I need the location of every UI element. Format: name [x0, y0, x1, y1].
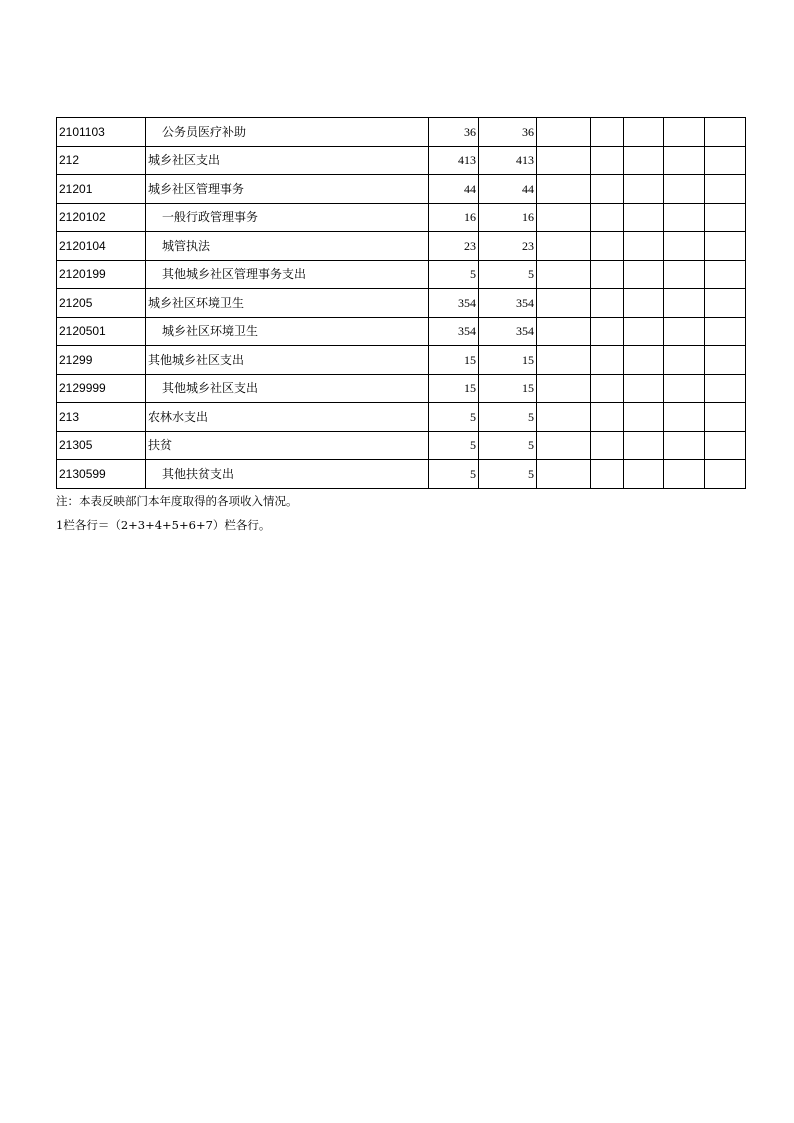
total-cell: 354 — [429, 289, 479, 318]
column-7-cell — [705, 374, 746, 403]
note-line-1: 注：本表反映部门本年度取得的各项收入情况。 — [56, 494, 298, 508]
column-3-cell — [537, 289, 591, 318]
column-7-cell — [705, 232, 746, 261]
column-6-cell — [664, 374, 705, 403]
total-cell: 5 — [429, 260, 479, 289]
column-2-cell: 23 — [479, 232, 537, 261]
budget-table — [56, 117, 746, 489]
total-cell: 36 — [429, 118, 479, 147]
column-5-cell — [624, 317, 664, 346]
table-row — [57, 317, 746, 346]
column-3-cell — [537, 118, 591, 147]
column-7-cell — [705, 289, 746, 318]
subject-code-cell: 2120104 — [57, 232, 146, 261]
table-row — [57, 346, 746, 375]
table-row — [57, 431, 746, 460]
subject-code-cell: 21299 — [57, 346, 146, 375]
column-4-cell — [591, 289, 624, 318]
total-cell: 5 — [429, 403, 479, 432]
subject-code-cell: 2129999 — [57, 374, 146, 403]
column-6-cell — [664, 175, 705, 204]
table-row — [57, 203, 746, 232]
column-5-cell — [624, 431, 664, 460]
column-2-cell: 5 — [479, 260, 537, 289]
column-4-cell — [591, 346, 624, 375]
column-2-cell: 5 — [479, 460, 537, 489]
subject-name-cell: 其他扶贫支出 — [146, 460, 429, 489]
subject-name-cell: 城乡社区管理事务 — [146, 175, 429, 204]
subject-name-cell: 农林水支出 — [146, 403, 429, 432]
table-row — [57, 289, 746, 318]
column-6-cell — [664, 346, 705, 375]
total-cell: 44 — [429, 175, 479, 204]
column-3-cell — [537, 403, 591, 432]
column-2-cell: 36 — [479, 118, 537, 147]
column-5-cell — [624, 346, 664, 375]
subject-name-cell: 扶贫 — [146, 431, 429, 460]
total-cell: 16 — [429, 203, 479, 232]
column-3-cell — [537, 232, 591, 261]
table-row — [57, 260, 746, 289]
table-row — [57, 374, 746, 403]
total-cell: 413 — [429, 146, 479, 175]
subject-name-cell: 一般行政管理事务 — [146, 203, 429, 232]
column-5-cell — [624, 289, 664, 318]
total-cell: 15 — [429, 346, 479, 375]
column-7-cell — [705, 118, 746, 147]
table-row — [57, 232, 746, 261]
subject-code-cell: 2101103 — [57, 118, 146, 147]
column-4-cell — [591, 118, 624, 147]
column-3-cell — [537, 431, 591, 460]
column-5-cell — [624, 403, 664, 432]
column-3-cell — [537, 260, 591, 289]
column-7-cell — [705, 460, 746, 489]
column-5-cell — [624, 203, 664, 232]
total-cell: 5 — [429, 460, 479, 489]
table-body — [57, 118, 746, 489]
column-2-cell: 44 — [479, 175, 537, 204]
column-7-cell — [705, 431, 746, 460]
subject-name-cell: 城乡社区环境卫生 — [146, 289, 429, 318]
subject-code-cell: 21205 — [57, 289, 146, 318]
table-row — [57, 460, 746, 489]
column-4-cell — [591, 317, 624, 346]
column-4-cell — [591, 175, 624, 204]
subject-name-cell: 城乡社区环境卫生 — [146, 317, 429, 346]
column-3-cell — [537, 146, 591, 175]
column-6-cell — [664, 289, 705, 318]
column-5-cell — [624, 260, 664, 289]
subject-code-cell: 2130599 — [57, 460, 146, 489]
subject-code-cell: 2120501 — [57, 317, 146, 346]
table-notes — [56, 494, 298, 542]
column-5-cell — [624, 460, 664, 489]
column-2-cell: 354 — [479, 289, 537, 318]
column-3-cell — [537, 374, 591, 403]
column-4-cell — [591, 260, 624, 289]
subject-name-cell: 城管执法 — [146, 232, 429, 261]
subject-code-cell: 212 — [57, 146, 146, 175]
column-6-cell — [664, 403, 705, 432]
subject-name-cell: 其他城乡社区支出 — [146, 374, 429, 403]
column-2-cell: 16 — [479, 203, 537, 232]
column-4-cell — [591, 374, 624, 403]
subject-code-cell: 2120199 — [57, 260, 146, 289]
column-2-cell: 5 — [479, 403, 537, 432]
subject-code-cell: 2120102 — [57, 203, 146, 232]
column-4-cell — [591, 431, 624, 460]
column-3-cell — [537, 317, 591, 346]
column-3-cell — [537, 175, 591, 204]
column-4-cell — [591, 460, 624, 489]
subject-name-cell: 其他城乡社区管理事务支出 — [146, 260, 429, 289]
column-7-cell — [705, 403, 746, 432]
column-2-cell: 5 — [479, 431, 537, 460]
column-7-cell — [705, 175, 746, 204]
subject-code-cell: 21201 — [57, 175, 146, 204]
column-7-cell — [705, 203, 746, 232]
column-6-cell — [664, 431, 705, 460]
subject-code-cell: 21305 — [57, 431, 146, 460]
table-row — [57, 118, 746, 147]
column-3-cell — [537, 346, 591, 375]
column-6-cell — [664, 232, 705, 261]
column-2-cell: 15 — [479, 374, 537, 403]
table-row — [57, 403, 746, 432]
column-7-cell — [705, 146, 746, 175]
column-7-cell — [705, 317, 746, 346]
column-2-cell: 15 — [479, 346, 537, 375]
table-row — [57, 175, 746, 204]
column-4-cell — [591, 203, 624, 232]
subject-name-cell: 其他城乡社区支出 — [146, 346, 429, 375]
total-cell: 354 — [429, 317, 479, 346]
total-cell: 23 — [429, 232, 479, 261]
table-row — [57, 146, 746, 175]
column-6-cell — [664, 460, 705, 489]
column-5-cell — [624, 118, 664, 147]
column-3-cell — [537, 460, 591, 489]
column-5-cell — [624, 146, 664, 175]
column-5-cell — [624, 175, 664, 204]
column-4-cell — [591, 146, 624, 175]
column-6-cell — [664, 146, 705, 175]
column-6-cell — [664, 118, 705, 147]
subject-name-cell: 公务员医疗补助 — [146, 118, 429, 147]
column-4-cell — [591, 232, 624, 261]
column-7-cell — [705, 260, 746, 289]
subject-code-cell: 213 — [57, 403, 146, 432]
column-6-cell — [664, 260, 705, 289]
total-cell: 5 — [429, 431, 479, 460]
column-2-cell: 413 — [479, 146, 537, 175]
column-4-cell — [591, 403, 624, 432]
column-7-cell — [705, 346, 746, 375]
column-6-cell — [664, 317, 705, 346]
column-5-cell — [624, 232, 664, 261]
subject-name-cell: 城乡社区支出 — [146, 146, 429, 175]
column-2-cell: 354 — [479, 317, 537, 346]
note-line-2: 1栏各行＝（2+3+4+5+6+7）栏各行。 — [56, 518, 271, 532]
column-6-cell — [664, 203, 705, 232]
column-5-cell — [624, 374, 664, 403]
total-cell: 15 — [429, 374, 479, 403]
column-3-cell — [537, 203, 591, 232]
